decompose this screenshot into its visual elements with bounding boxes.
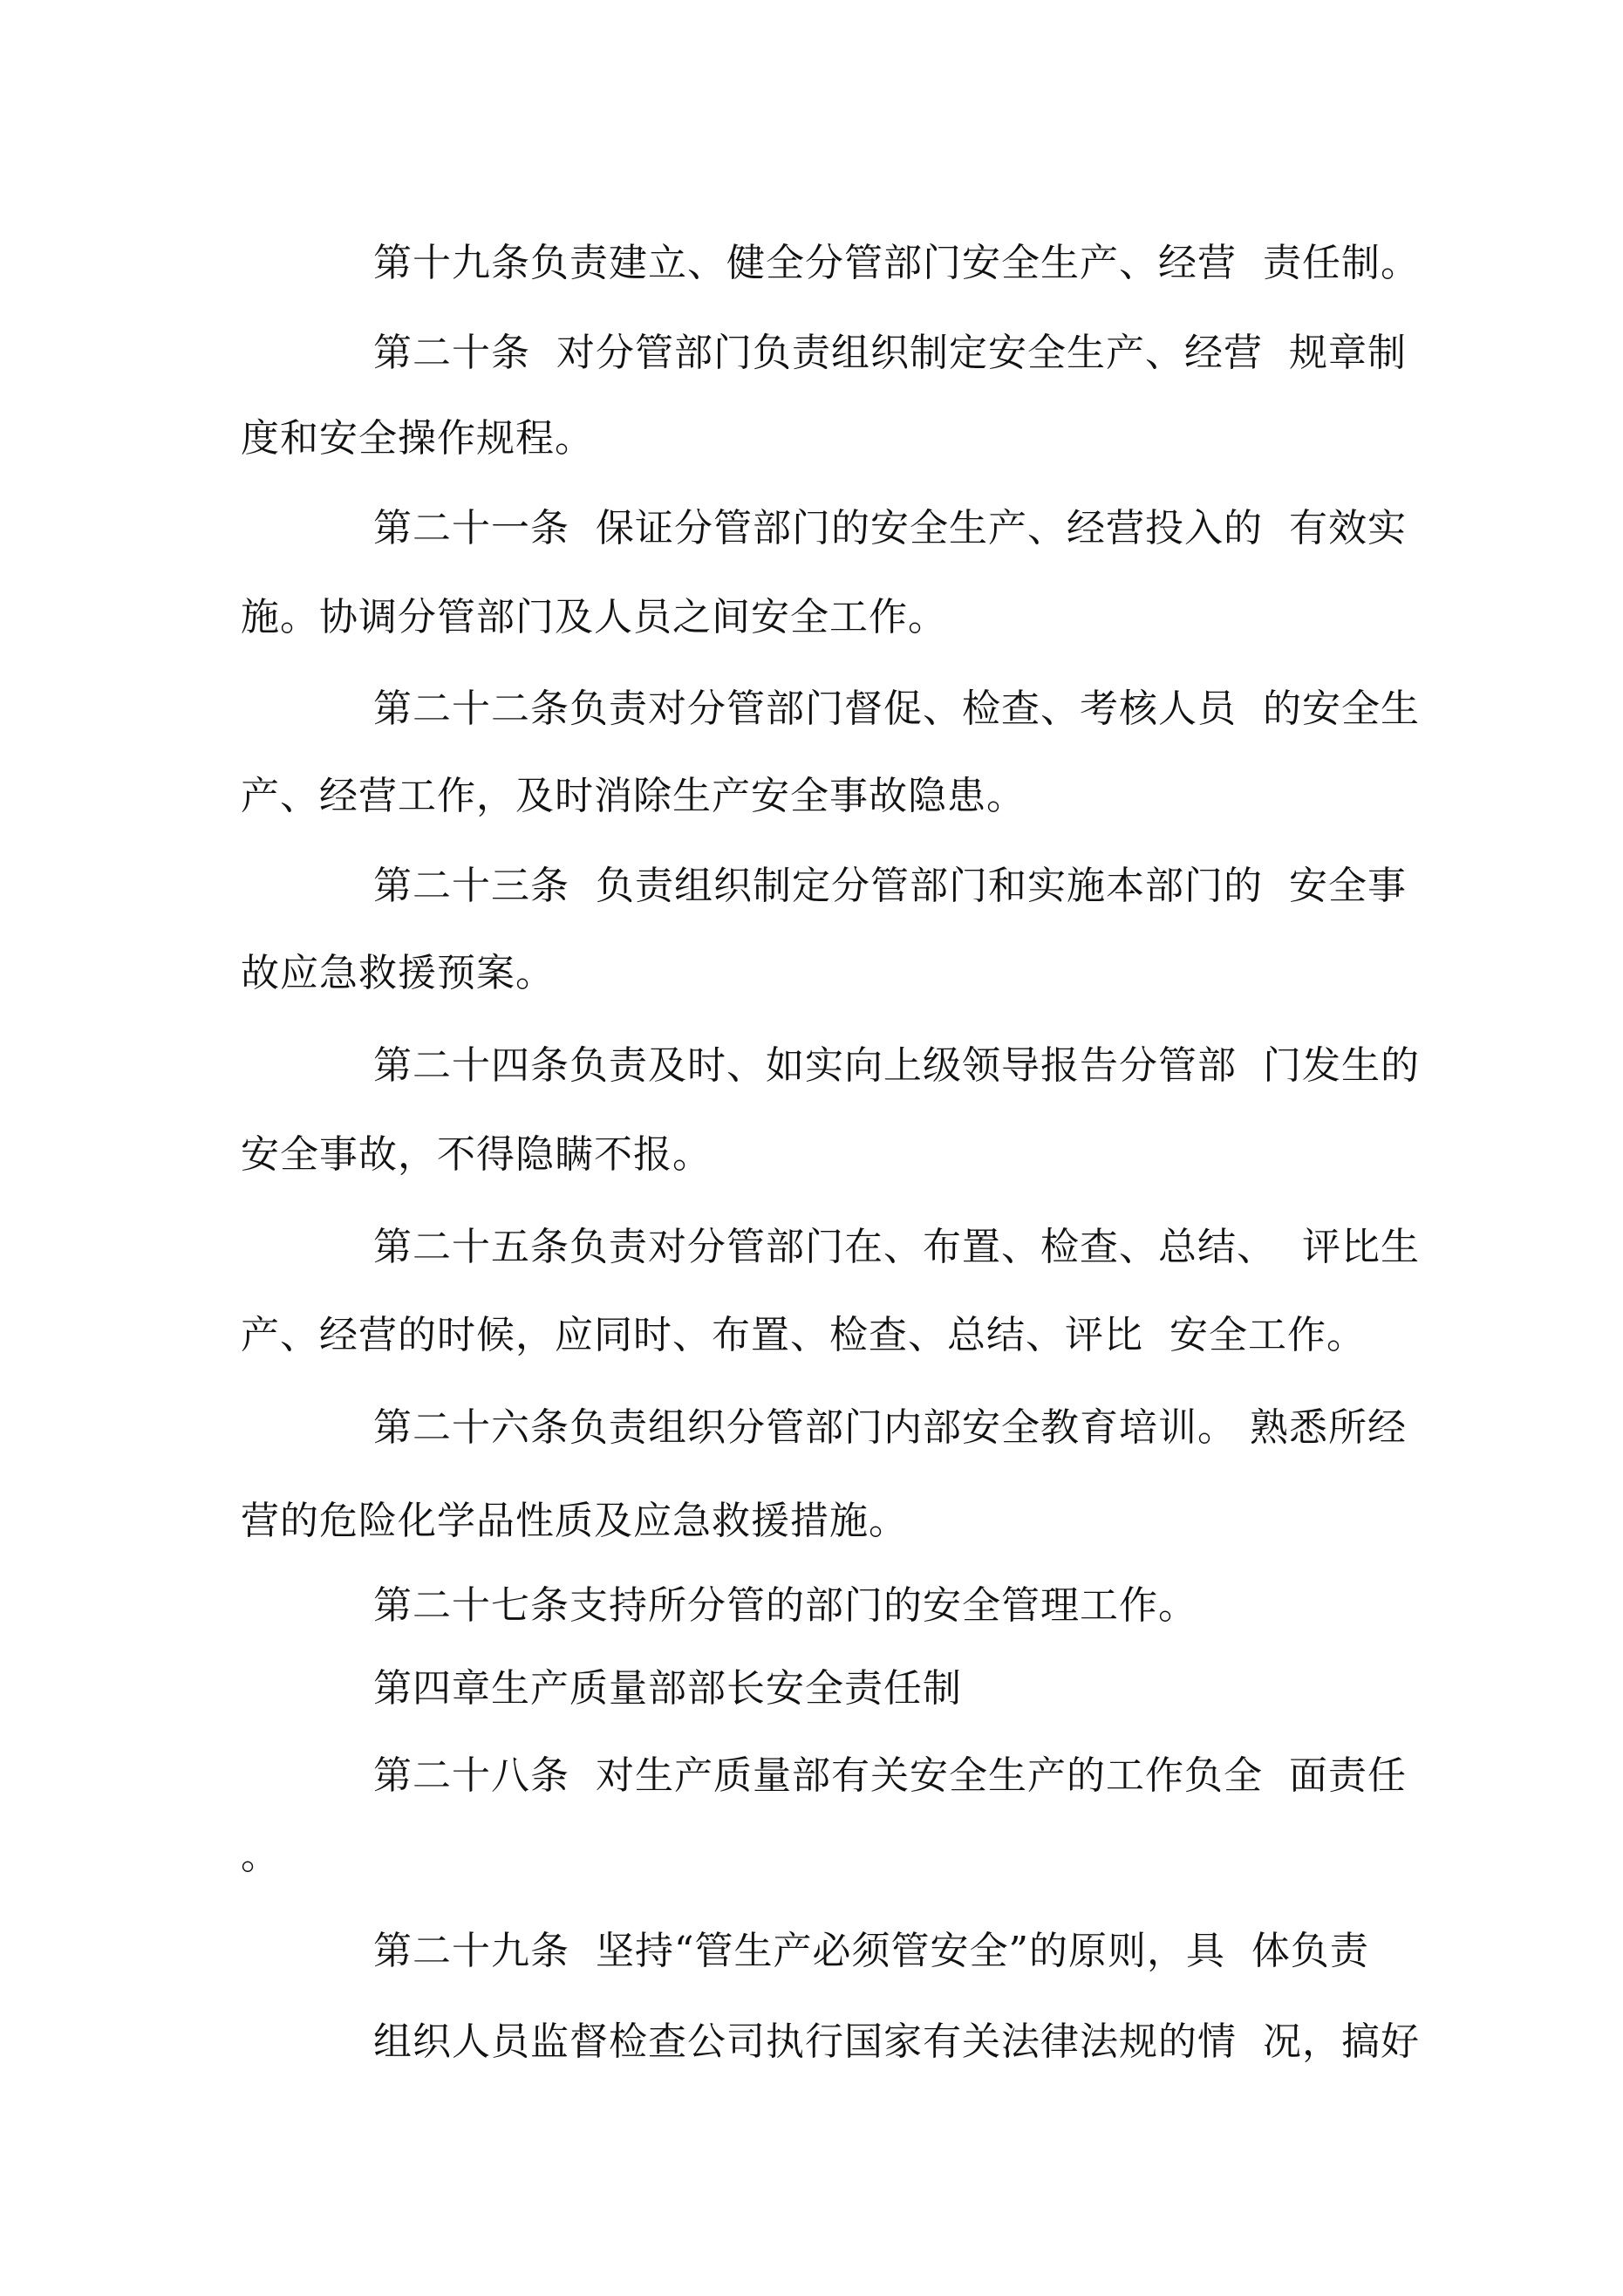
article-28-line-2: 。	[241, 1834, 280, 1878]
article-22-line-1: 第二十二条负责对分管部门督促、检查、考核人员 的安全生	[373, 687, 1420, 731]
chapter-4-heading: 第四章生产质量部部长安全责任制	[373, 1666, 962, 1711]
article-21-line-1: 第二十一条 保证分管部门的安全生产、经营投入的 有效实	[373, 506, 1407, 550]
article-20-line-1: 第二十条 对分管部门负责组织制定安全生产、经营 规章制	[373, 331, 1407, 375]
article-22-line-2: 产、经营工作，及时消除生产安全事故隐患。	[241, 774, 1026, 818]
article-21-line-2: 施。协调分管部门及人员之间安全工作。	[241, 595, 947, 639]
article-25-line-2: 产、经营的时候，应同时、布置、检查、总结、评比 安全工作。	[241, 1313, 1366, 1357]
article-24-line-1: 第二十四条负责及时、如实向上级领导报告分管部 门发生的	[373, 1043, 1420, 1088]
article-29-line-1: 第二十九条 坚持“管生产必须管安全”的原则，具 体负责	[373, 1929, 1369, 1973]
article-26-line-1: 第二十六条负责组织分管部门内部安全教育培训。 熟悉所经	[373, 1405, 1407, 1450]
article-26-line-2: 营的危险化学品性质及应急救援措施。	[241, 1499, 908, 1543]
article-19-line-1: 第十九条负责建立、健全分管部门安全生产、经营 责任制。	[373, 241, 1420, 285]
article-27-line-1: 第二十七条支持所分管的部门的安全管理工作。	[373, 1583, 1197, 1628]
article-24-line-2: 安全事故，不得隐瞒不报。	[241, 1132, 712, 1177]
article-29-line-2: 组织人员监督检查公司执行国家有关法律法规的情 况，搞好	[373, 2019, 1420, 2064]
article-25-line-1: 第二十五条负责对分管部门在、布置、检查、总结、 评比生	[373, 1225, 1420, 1269]
article-23-line-1: 第二十三条 负责组织制定分管部门和实施本部门的 安全事	[373, 864, 1407, 908]
article-20-line-2: 度和安全操作规程。	[241, 416, 594, 461]
article-23-line-2: 故应急救援预案。	[241, 951, 555, 995]
article-28-line-1: 第二十八条 对生产质量部有关安全生产的工作负全 面责任	[373, 1753, 1407, 1798]
